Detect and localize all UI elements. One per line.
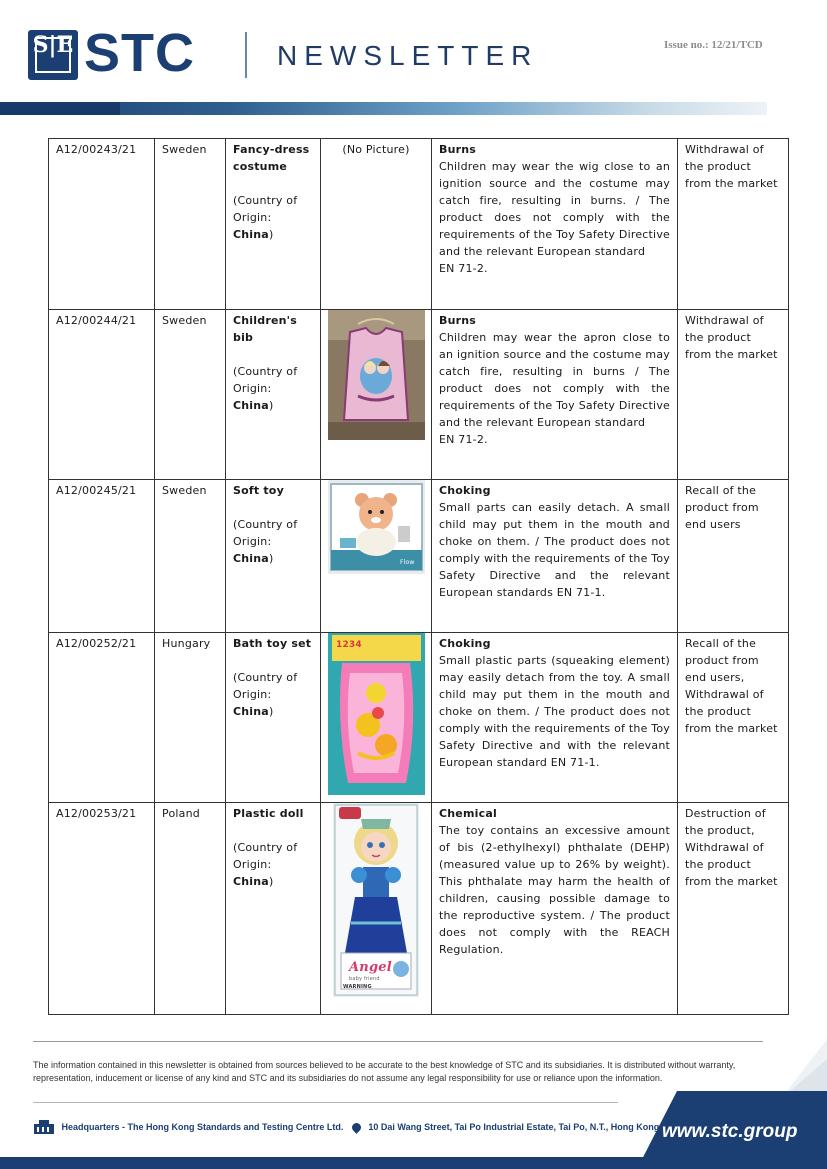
origin-label: (Country of Origin: — [233, 671, 298, 701]
product-cell — [226, 480, 321, 633]
logo-glyph: S|E — [32, 32, 74, 58]
building-icon — [33, 1120, 55, 1134]
no-picture-label: (No Picture) — [342, 143, 410, 156]
risk-description: Children may wear the apron close to an ignition source and the costume may catch fire, resulting in burns / The product does not comply with the requirements of the Toy Safety Directive and the relevant European standard — [439, 331, 670, 429]
country-cell: Poland — [155, 803, 226, 1015]
picture-cell — [321, 310, 432, 480]
header-divider — [245, 32, 247, 78]
product-name: Bath toy set — [233, 637, 312, 650]
headquarters-name: Headquarters - The Hong Kong Standards and Testing Centre Ltd. — [61, 1122, 344, 1132]
risk-title: Choking — [439, 637, 491, 650]
risk-description: Small parts can easily detach. A small child may put them in the mouth and choke on them. / The product does not comply with the requirements of the Toy Safety Directive and the relevant European standards EN 71-1. — [439, 501, 670, 599]
product-cell — [226, 310, 321, 480]
picture-cell — [321, 803, 432, 1015]
headquarters-address: 10 Dai Wang Street, Tai Po Industrial Estate, Tai Po, N.T., Hong Kong — [368, 1122, 660, 1132]
origin-close: ) — [268, 875, 274, 888]
table-row — [49, 480, 789, 633]
measure-cell: Withdrawal of the product from the market — [678, 310, 789, 480]
risk-title: Choking — [439, 484, 491, 497]
country-cell: Sweden — [155, 480, 226, 633]
origin-line — [233, 669, 313, 720]
table-row — [49, 803, 789, 1015]
risk-title: Chemical — [439, 807, 497, 820]
product-name: Fancy-dress costume — [233, 143, 310, 173]
origin-line — [233, 363, 313, 414]
risk-title: Burns — [439, 143, 477, 156]
measure-cell: Destruction of the product, Withdrawal of the product from the market — [678, 803, 789, 1015]
risk-cell — [432, 803, 678, 1015]
country-cell: Sweden — [155, 139, 226, 310]
risk-cell — [432, 139, 678, 310]
product-cell — [226, 633, 321, 803]
soft-toy-tag: Flow — [399, 559, 414, 566]
headquarters-line — [33, 1120, 659, 1134]
risk-standard: EN 71-2. — [439, 262, 488, 275]
header-bar-accent — [0, 102, 120, 115]
bath-label: 1234 — [335, 640, 362, 650]
origin-close: ) — [268, 228, 274, 241]
risk-title: Burns — [439, 314, 477, 327]
risk-cell — [432, 480, 678, 633]
picture-cell — [321, 633, 432, 803]
soft-toy-product-photo — [328, 480, 425, 574]
doll-sub: baby friend — [349, 976, 380, 982]
origin-country: China — [233, 228, 269, 241]
product-name: Plastic doll — [233, 807, 304, 820]
origin-country: China — [233, 705, 269, 718]
doll-brand: Angel — [349, 960, 392, 975]
risk-cell — [432, 310, 678, 480]
picture-cell — [321, 480, 432, 633]
product-cell — [226, 803, 321, 1015]
footer-band — [0, 1157, 827, 1169]
logo-wordmark: STC — [84, 23, 195, 83]
risk-standard: EN 71-2. — [439, 433, 488, 446]
disclaimer-text: The information contained in this newsletter is obtained from sources believed to be accurate to the best knowledge of STC and its subsidiaries. It is distributed without warranty, representation, inducement or license of any kind and STC and its subsidiaries do not assume any legal responsibility for use or reliance upon the information. — [33, 1060, 736, 1083]
reference-cell: A12/00252/21 — [49, 633, 155, 803]
origin-country: China — [233, 875, 269, 888]
issue-number: Issue no.: 12/21/TCD — [664, 39, 763, 51]
origin-label: (Country of Origin: — [233, 518, 298, 548]
risk-cell — [432, 633, 678, 803]
origin-line — [233, 516, 313, 567]
picture-cell — [321, 139, 432, 310]
origin-line — [233, 192, 313, 243]
newsletter-title: NEWSLETTER — [277, 40, 539, 71]
risk-description: Small plastic parts (squeaking element) may easily detach from the toy. A small child may put them in the mouth and choke on them. / The product does not comply with the requirements of the Toy Safety Directive and with the relevant European standard EN 71-1. — [439, 654, 670, 769]
bib-product-photo — [328, 310, 425, 440]
doll-product-photo — [333, 803, 419, 997]
measure-cell: Recall of the product from end users, Withdrawal of the product from the market — [678, 633, 789, 803]
reference-cell: A12/00243/21 — [49, 139, 155, 310]
origin-country: China — [233, 399, 269, 412]
risk-description: The toy contains an excessive amount of bis (2-ethylhexyl) phthalate (DEHP) (measured value up to 26% by weight). This phthalate may harm the health of children, causing possible damage to the reproductive system. / The product does not comply with the REACH Regulation. — [439, 824, 670, 956]
product-name: Children's bib — [233, 314, 297, 344]
product-cell — [226, 139, 321, 310]
measure-cell: Withdrawal of the product from the market — [678, 139, 789, 310]
country-cell: Hungary — [155, 633, 226, 803]
measure-cell: Recall of the product from end users — [678, 480, 789, 633]
table-row — [49, 310, 789, 480]
product-name: Soft toy — [233, 484, 284, 497]
page-number: Page 5 of 12 — [724, 1142, 776, 1152]
product-alert-table — [48, 138, 789, 1015]
reference-cell: A12/00244/21 — [49, 310, 155, 480]
reference-cell: A12/00253/21 — [49, 803, 155, 1015]
footer-divider-2 — [33, 1102, 618, 1103]
table-row — [49, 139, 789, 310]
website-link[interactable]: www.stc.group — [662, 1121, 798, 1142]
doll-warning: WARNING — [343, 984, 372, 990]
origin-close: ) — [268, 552, 274, 565]
reference-cell: A12/00245/21 — [49, 480, 155, 633]
stc-logo-mark — [28, 30, 78, 80]
origin-country: China — [233, 552, 269, 565]
location-pin-icon — [350, 1121, 363, 1134]
origin-label: (Country of Origin: — [233, 841, 298, 871]
origin-close: ) — [268, 399, 274, 412]
origin-label: (Country of Origin: — [233, 194, 298, 224]
risk-description: Children may wear the wig close to an ignition source and the costume may catch fire, resulting in burns. / The product does not comply with the requirements of the Toy Safety Directive and the relevant European standard — [439, 160, 670, 258]
footer-corner-graphic — [567, 1019, 827, 1169]
origin-close: ) — [268, 705, 274, 718]
bath-toy-product-photo — [328, 633, 425, 795]
origin-label: (Country of Origin: — [233, 365, 298, 395]
country-cell: Sweden — [155, 310, 226, 480]
origin-line — [233, 839, 313, 890]
table-row — [49, 633, 789, 803]
